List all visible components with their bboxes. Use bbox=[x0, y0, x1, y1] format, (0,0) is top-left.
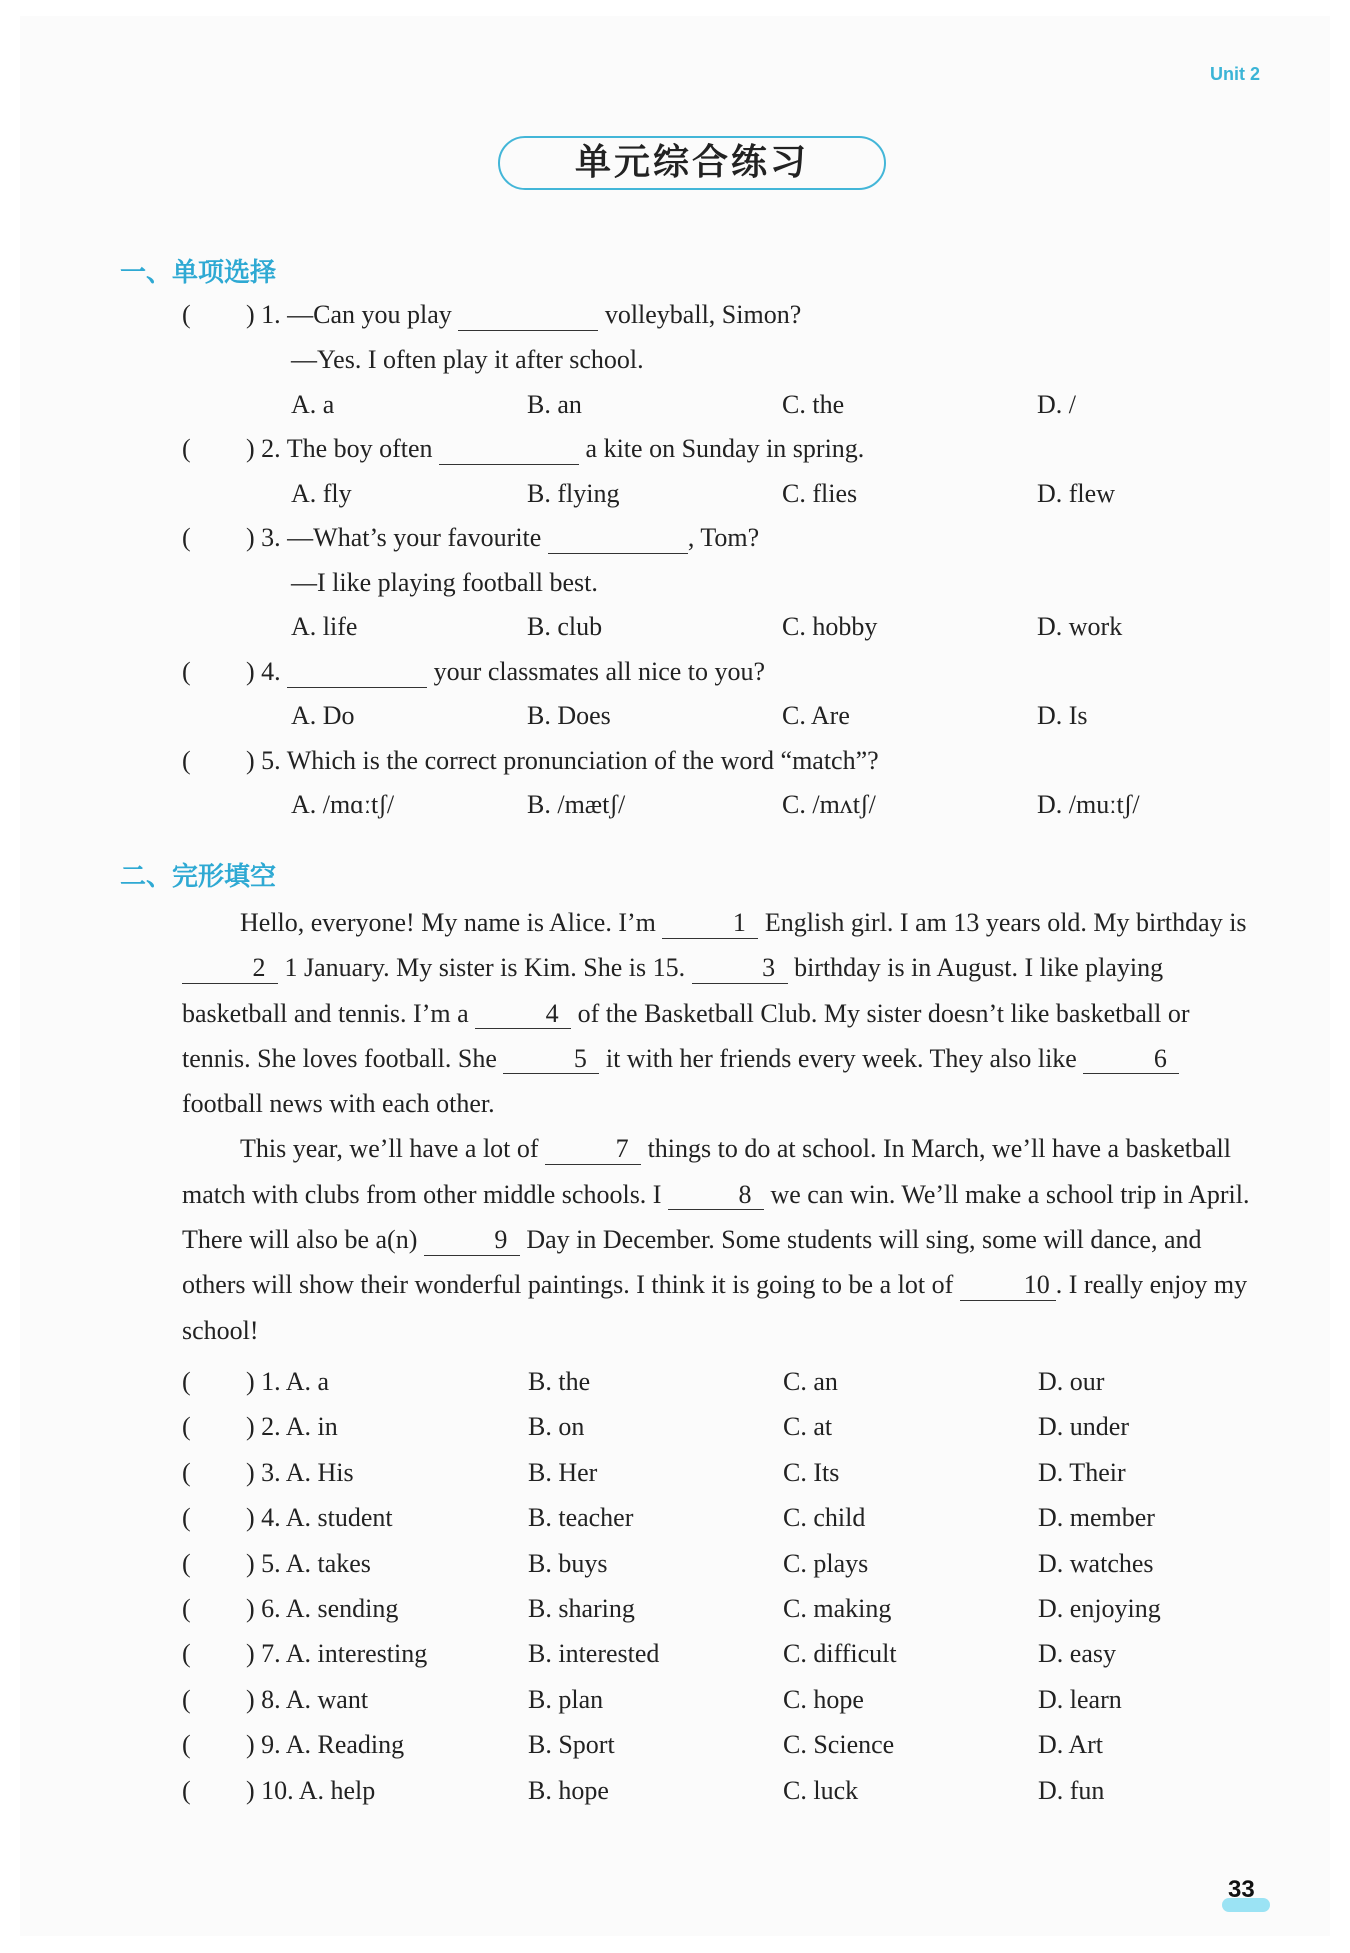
cloze-item-6-option-d[interactable]: D. enjoying bbox=[1038, 1594, 1161, 1623]
question-3-reply: —I like playing football best. bbox=[291, 568, 598, 597]
answer-paren: ( bbox=[182, 1503, 191, 1533]
answer-paren: ( bbox=[182, 1457, 191, 1487]
question-1 bbox=[246, 300, 801, 331]
cloze-item-2-option-b[interactable]: B. on bbox=[528, 1412, 585, 1442]
answer-paren: ( bbox=[182, 1775, 191, 1805]
option-c[interactable]: C. the bbox=[782, 390, 845, 419]
answer-paren: ( bbox=[182, 300, 191, 329]
passage-text: we can win. We’ll make a school trip in April. There will also be a(n) bbox=[182, 1179, 1250, 1255]
question-4-text: ) 4. bbox=[246, 657, 281, 686]
blank-5[interactable]: 5 bbox=[503, 1045, 599, 1075]
cloze-item-3-option-b[interactable]: B. Her bbox=[528, 1457, 598, 1487]
page-title-box bbox=[498, 136, 886, 190]
question-2 bbox=[246, 434, 864, 465]
blank-3[interactable]: 3 bbox=[692, 954, 788, 984]
answer-paren: ( bbox=[182, 1684, 191, 1714]
answer-blank[interactable] bbox=[287, 658, 427, 688]
question-3 bbox=[246, 523, 759, 554]
blank-9[interactable]: 9 bbox=[424, 1226, 520, 1256]
option-b[interactable]: B. Does bbox=[527, 701, 611, 730]
cloze-item-9-option-c[interactable]: C. Science bbox=[783, 1730, 895, 1760]
option-d[interactable]: D. work bbox=[1037, 612, 1123, 641]
answer-blank[interactable] bbox=[548, 524, 688, 554]
cloze-item-4-option-a[interactable]: ) 4. A. student bbox=[246, 1503, 393, 1533]
option-c[interactable]: C. hobby bbox=[782, 612, 878, 641]
cloze-item-10-option-b[interactable]: B. hope bbox=[528, 1775, 609, 1805]
option-b[interactable]: B. flying bbox=[527, 479, 620, 508]
cloze-item-6-option-c[interactable]: C. making bbox=[783, 1594, 892, 1623]
cloze-item-4-option-c[interactable]: C. child bbox=[783, 1503, 866, 1533]
answer-paren: ( bbox=[182, 1548, 191, 1578]
passage-text: 1 January. My sister is Kim. She is 15. bbox=[284, 953, 686, 983]
cloze-item-3-option-c[interactable]: C. Its bbox=[783, 1457, 840, 1487]
cloze-item-1-option-d[interactable]: D. our bbox=[1038, 1367, 1105, 1396]
option-b[interactable]: B. an bbox=[527, 390, 582, 419]
option-d[interactable]: D. /muːtʃ/ bbox=[1037, 790, 1140, 819]
cloze-item-10-option-d[interactable]: D. fun bbox=[1038, 1775, 1105, 1805]
section1-heading: 一、单项选择 bbox=[120, 258, 277, 288]
page-number: 33 bbox=[1228, 1876, 1255, 1903]
passage-text: it with her friends every week. They also like bbox=[605, 1043, 1077, 1073]
question-5: ) 5. Which is the correct pronunciation of the word “match”? bbox=[246, 746, 879, 775]
cloze-item-2-option-c[interactable]: C. at bbox=[783, 1412, 833, 1442]
cloze-item-3-option-a[interactable]: ) 3. A. His bbox=[246, 1457, 354, 1487]
blank-6[interactable]: 6 bbox=[1083, 1045, 1179, 1075]
question-1-text: ) 1. —Can you play bbox=[246, 300, 452, 329]
option-a[interactable]: A. life bbox=[291, 612, 358, 641]
cloze-item-5-option-d[interactable]: D. watches bbox=[1038, 1548, 1154, 1578]
cloze-item-5-option-b[interactable]: B. buys bbox=[528, 1548, 608, 1578]
section2-heading: 二、完形填空 bbox=[120, 862, 277, 892]
cloze-item-10-option-a[interactable]: ) 10. A. help bbox=[246, 1775, 376, 1805]
blank-1[interactable]: 1 bbox=[662, 909, 758, 939]
cloze-item-7-option-c[interactable]: C. difficult bbox=[783, 1639, 897, 1669]
blank-8[interactable]: 8 bbox=[668, 1181, 764, 1211]
cloze-passage bbox=[182, 900, 1262, 1353]
blank-7[interactable]: 7 bbox=[545, 1135, 641, 1165]
cloze-item-5-option-a[interactable]: ) 5. A. takes bbox=[246, 1548, 371, 1578]
passage-text: . I really enjoy my school! bbox=[182, 1270, 1248, 1345]
cloze-item-4-option-d[interactable]: D. member bbox=[1038, 1503, 1155, 1533]
answer-paren: ( bbox=[182, 1367, 191, 1396]
cloze-item-3-option-d[interactable]: D. Their bbox=[1038, 1457, 1126, 1487]
question-3-tail: , Tom? bbox=[687, 523, 760, 552]
question-1-reply: —Yes. I often play it after school. bbox=[291, 345, 644, 374]
cloze-item-8-option-c[interactable]: C. hope bbox=[783, 1684, 864, 1714]
answer-paren: ( bbox=[182, 1730, 191, 1760]
cloze-item-4-option-b[interactable]: B. teacher bbox=[528, 1503, 634, 1533]
passage-text: English girl. I am 13 years old. My birthday is bbox=[764, 908, 1247, 937]
unit-label: Unit 2 bbox=[1209, 64, 1260, 84]
option-b[interactable]: B. /mætʃ/ bbox=[527, 790, 626, 819]
passage-text: birthday is in August. I like playing basketball and tennis. I’m a bbox=[182, 953, 1164, 1028]
cloze-item-8-option-d[interactable]: D. learn bbox=[1038, 1684, 1122, 1714]
option-a[interactable]: A. a bbox=[291, 390, 335, 419]
cloze-item-8-option-b[interactable]: B. plan bbox=[528, 1684, 604, 1714]
passage-text: Hello, everyone! My name is Alice. I’m bbox=[240, 908, 656, 937]
cloze-item-10-option-c[interactable]: C. luck bbox=[783, 1775, 859, 1805]
option-a[interactable]: A. Do bbox=[291, 701, 355, 730]
question-2-text: ) 2. The boy often bbox=[246, 434, 433, 463]
answer-paren: ( bbox=[182, 746, 191, 775]
passage-text: This year, we’ll have a lot of bbox=[240, 1134, 539, 1164]
passage-text: things to do at school. In March, we’ll have a basketball match with clubs from other middle schools. I bbox=[182, 1134, 1231, 1209]
cloze-item-2-option-a[interactable]: ) 2. A. in bbox=[246, 1412, 338, 1442]
blank-4[interactable]: 4 bbox=[475, 1000, 571, 1030]
option-d[interactable]: D. / bbox=[1037, 390, 1076, 419]
cloze-item-8-option-a[interactable]: ) 8. A. want bbox=[246, 1684, 369, 1714]
cloze-item-1-option-b[interactable]: B. the bbox=[528, 1367, 591, 1396]
cloze-item-6-option-b[interactable]: B. sharing bbox=[528, 1594, 635, 1623]
cloze-item-7-option-d[interactable]: D. easy bbox=[1038, 1639, 1116, 1669]
question-4-tail: your classmates all nice to you? bbox=[433, 657, 766, 686]
answer-paren: ( bbox=[182, 657, 191, 686]
cloze-item-7-option-b[interactable]: B. interested bbox=[528, 1639, 660, 1669]
passage-text: of the Basketball Club. My sister doesn’t like basketball or tennis. She loves football. She bbox=[182, 998, 1190, 1073]
answer-paren: ( bbox=[182, 434, 191, 463]
option-a[interactable]: A. fly bbox=[291, 479, 352, 508]
cloze-item-2-option-d[interactable]: D. under bbox=[1038, 1412, 1129, 1442]
option-c[interactable]: C. Are bbox=[782, 701, 850, 730]
page-title: 单元综合练习 bbox=[574, 142, 809, 183]
cloze-item-9-option-b[interactable]: B. Sport bbox=[528, 1730, 615, 1760]
option-c[interactable]: C. flies bbox=[782, 479, 858, 508]
question-2-tail: a kite on Sunday in spring. bbox=[585, 434, 865, 463]
blank-10[interactable]: 10 bbox=[960, 1271, 1056, 1301]
cloze-item-1-option-c[interactable]: C. an bbox=[783, 1367, 838, 1396]
passage-paragraph-1 bbox=[182, 900, 1262, 1126]
answer-paren: ( bbox=[182, 1412, 191, 1442]
option-b[interactable]: B. club bbox=[527, 612, 603, 641]
option-c[interactable]: C. /mʌtʃ/ bbox=[782, 790, 876, 819]
question-3-text: ) 3. —What’s your favourite bbox=[246, 523, 542, 552]
option-d[interactable]: D. flew bbox=[1037, 479, 1115, 508]
cloze-item-9-option-d[interactable]: D. Art bbox=[1038, 1730, 1103, 1760]
answer-paren: ( bbox=[182, 1594, 191, 1623]
answer-blank[interactable] bbox=[439, 435, 579, 465]
cloze-item-7-option-a[interactable]: ) 7. A. interesting bbox=[246, 1639, 428, 1669]
blank-2[interactable]: 2 bbox=[182, 954, 278, 984]
option-a[interactable]: A. /mɑːtʃ/ bbox=[291, 790, 395, 819]
cloze-item-5-option-c[interactable]: C. plays bbox=[783, 1548, 869, 1578]
passage-text: Day in December. Some students will sing, some will dance, and others will show their wonderful paintings. I think it is going to be a lot of bbox=[182, 1225, 1202, 1300]
cloze-item-6-option-a[interactable]: ) 6. A. sending bbox=[246, 1594, 399, 1623]
cloze-item-1-option-a[interactable]: ) 1. A. a bbox=[246, 1367, 330, 1396]
passage-paragraph-2 bbox=[182, 1126, 1262, 1352]
question-1-tail: volleyball, Simon? bbox=[604, 300, 802, 329]
passage-text: football news with each other. bbox=[182, 1089, 495, 1119]
option-d[interactable]: D. Is bbox=[1037, 701, 1088, 730]
answer-paren: ( bbox=[182, 523, 191, 552]
answer-paren: ( bbox=[182, 1639, 191, 1669]
question-4 bbox=[246, 657, 765, 688]
cloze-item-9-option-a[interactable]: ) 9. A. Reading bbox=[246, 1730, 405, 1760]
answer-blank[interactable] bbox=[458, 301, 598, 331]
